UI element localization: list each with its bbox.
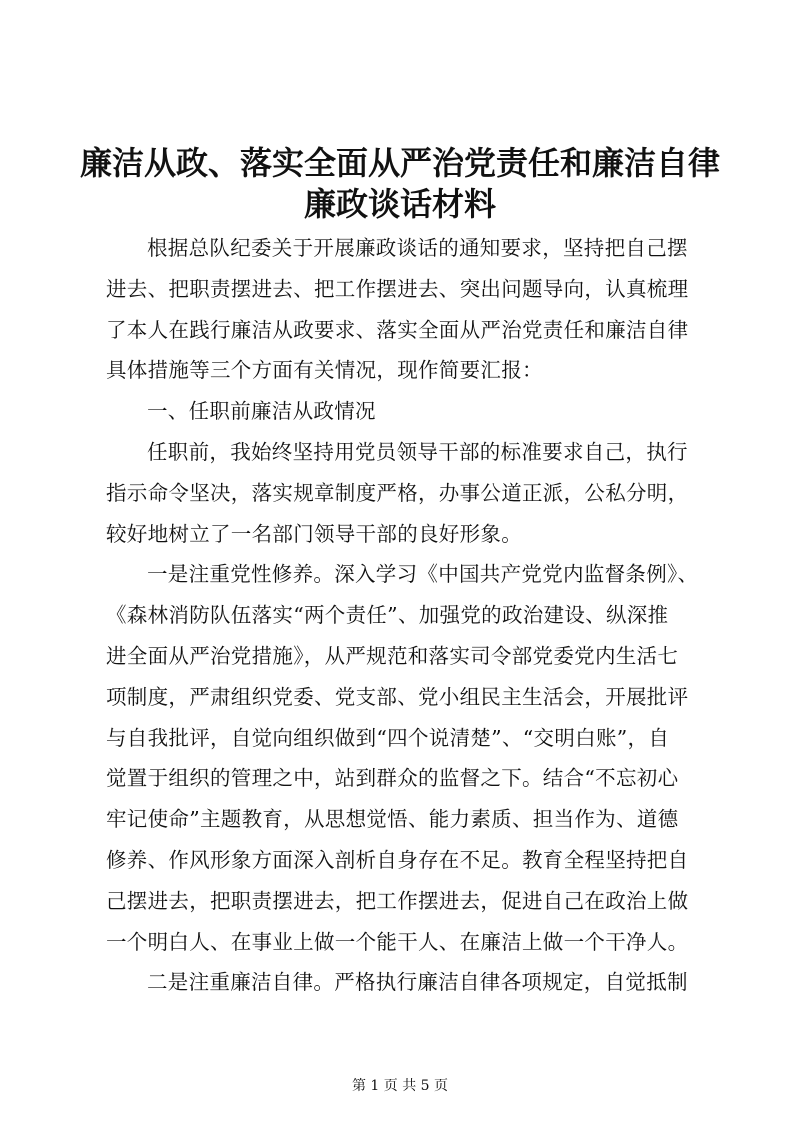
paragraph-line: 指示命令坚决，落实规章制度严格，办事公道正派，公私分明，: [106, 480, 689, 505]
section-heading: 一、任职前廉洁从政情况: [147, 399, 376, 424]
paragraph-line: 《森林消防队伍落实“两个责任”、加强党的政治建设、纵深推: [106, 603, 669, 628]
paragraph-line: 任职前，我始终坚持用党员领导干部的标准要求自己，执行: [147, 439, 688, 464]
paragraph-line: 觉置于组织的管理之中，站到群众的监督之下。结合“不忘初心: [106, 766, 679, 791]
paragraph-line: 进去、把职责摆进去、把工作摆进去、突出问题导向，认真梳理: [106, 276, 689, 301]
document-title-line-2: 廉政谈话材料: [303, 185, 496, 223]
paragraph-line: 一是注重党性修养。深入学习《中国共产党党内监督条例》、: [147, 562, 699, 587]
paragraph-line: 牢记使命”主题教育，从思想觉悟、能力素质、担当作为、道德: [106, 807, 679, 832]
paragraph-line: 较好地树立了一名部门领导干部的良好形象。: [106, 521, 522, 546]
paragraph-line: 根据总队纪委关于开展廉政谈话的通知要求，坚持把自己摆: [147, 236, 688, 260]
paragraph-line: 了本人在践行廉洁从政要求、落实全面从严治党责任和廉洁自律: [106, 317, 689, 342]
paragraph-line: 一个明白人、在事业上做一个能干人、在廉洁上做一个干净人。: [106, 929, 689, 954]
paragraph-line: 己摆进去，把职责摆进去，把工作摆进去，促进自己在政治上做: [106, 888, 689, 913]
page-footer: 第 1 页 共 5 页: [351, 1078, 449, 1094]
document-title-line-1: 廉洁从政、落实全面从严治党责任和廉洁自律: [79, 144, 720, 182]
paragraph-line: 二是注重廉洁自律。严格执行廉洁自律各项规定，自觉抵制: [147, 970, 688, 995]
paragraph-line: 具体措施等三个方面有关情况，现作简要汇报：: [106, 358, 543, 383]
paragraph-line: 与自我批评，自觉向组织做到“四个说清楚”、“交明白账”，自: [106, 725, 670, 750]
document-body: [106, 228, 706, 1003]
paragraph-line: 修养、作风形象方面深入剖析自身存在不足。教育全程坚持把自: [106, 847, 689, 872]
paragraph-line: 进全面从严治党措施》，从严规范和落实司令部党委党内生活七: [106, 643, 679, 668]
paragraph-line: 项制度，严肃组织党委、党支部、党小组民主生活会，开展批评: [106, 684, 689, 709]
